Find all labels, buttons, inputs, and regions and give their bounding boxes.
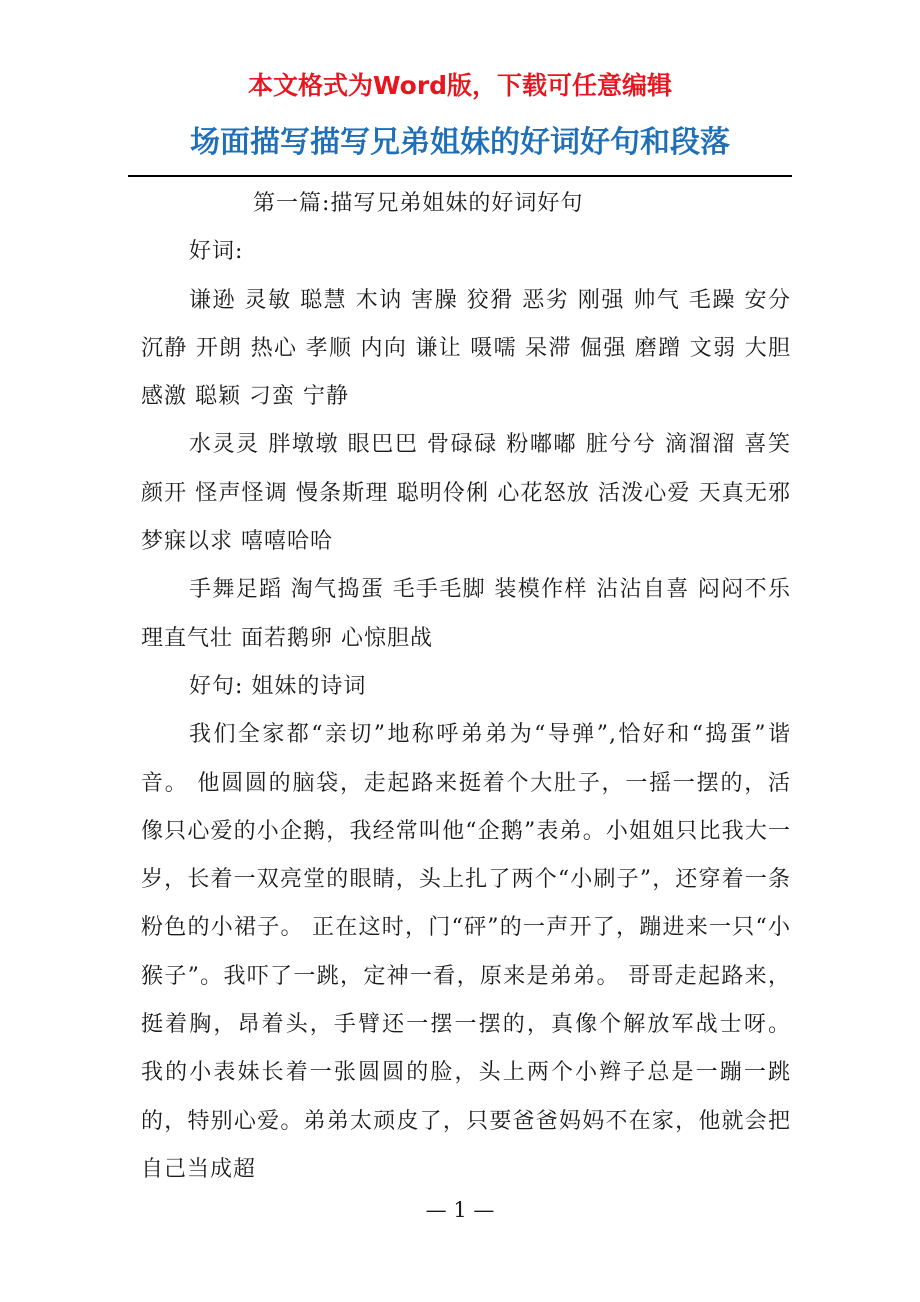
format-notice: 本文格式为Word版，下载可任意编辑 [247,71,673,100]
title-divider [128,175,792,177]
document-title: 场面描写描写兄弟姐妹的好词好句和段落 [190,125,730,160]
section-heading: 第一篇:描写兄弟姐妹的好词好句 [253,191,584,216]
page-number: — 1 — [425,1198,495,1222]
words-paragraph: 手舞足蹈 淘气捣蛋 毛手毛脚 装模作样 沾沾自喜 闷闷不乐 理直气壮 面若鹅卵 心惊胆战 [141,577,791,651]
document-body [141,180,791,1194]
sentences-label: 好句: 姐妹的诗词 [189,673,367,699]
body-paragraph: 我们全家都“亲切”地称呼弟弟为“导弹”,恰好和“捣蛋”谐音。 他圆圆的脑袋，走起路来挺着个大肚子，一摇一摆的，活像只心爱的小企鹅，我经常叫他“企鹅”表弟。小姐姐只比我大一岁，长着一双亮堂的眼睛，头上扎了两个“小刷子”，还穿着一条粉色的小裙子。 正在这时，门“砰”的一声开了，蹦进来一只“小猴子”。我吓了一跳，定神一看，原来是弟弟。 哥哥走起路来，挺着胸，昂着头，手臂还一摆一摆的，真像个解放军战士呀。 我的小表妹长着一张圆圆的脸，头上两个小辫子总是一蹦一跳的，特别心爱。弟弟太顽皮了，只要爸爸妈妈不在家，他就会把自己当成超 [141,722,791,1182]
words-paragraph: 谦逊 灵敏 聪慧 木讷 害臊 狡猾 恶劣 刚强 帅气 毛躁 安分 沉静 开朗 热心 孝顺 内向 谦让 嗫嚅 呆滞 倔强 磨蹭 文弱 大胆 感激 聪颖 刁蛮 宁静 [141,287,791,410]
words-paragraph: 水灵灵 胖墩墩 眼巴巴 骨碌碌 粉嘟嘟 脏兮兮 滴溜溜 喜笑颜开 怪声怪调 慢条斯理 聪明伶俐 心花怒放 活泼心爱 天真无邪 梦寐以求 嘻嘻哈哈 [141,432,791,555]
words-label: 好词: [189,239,244,265]
